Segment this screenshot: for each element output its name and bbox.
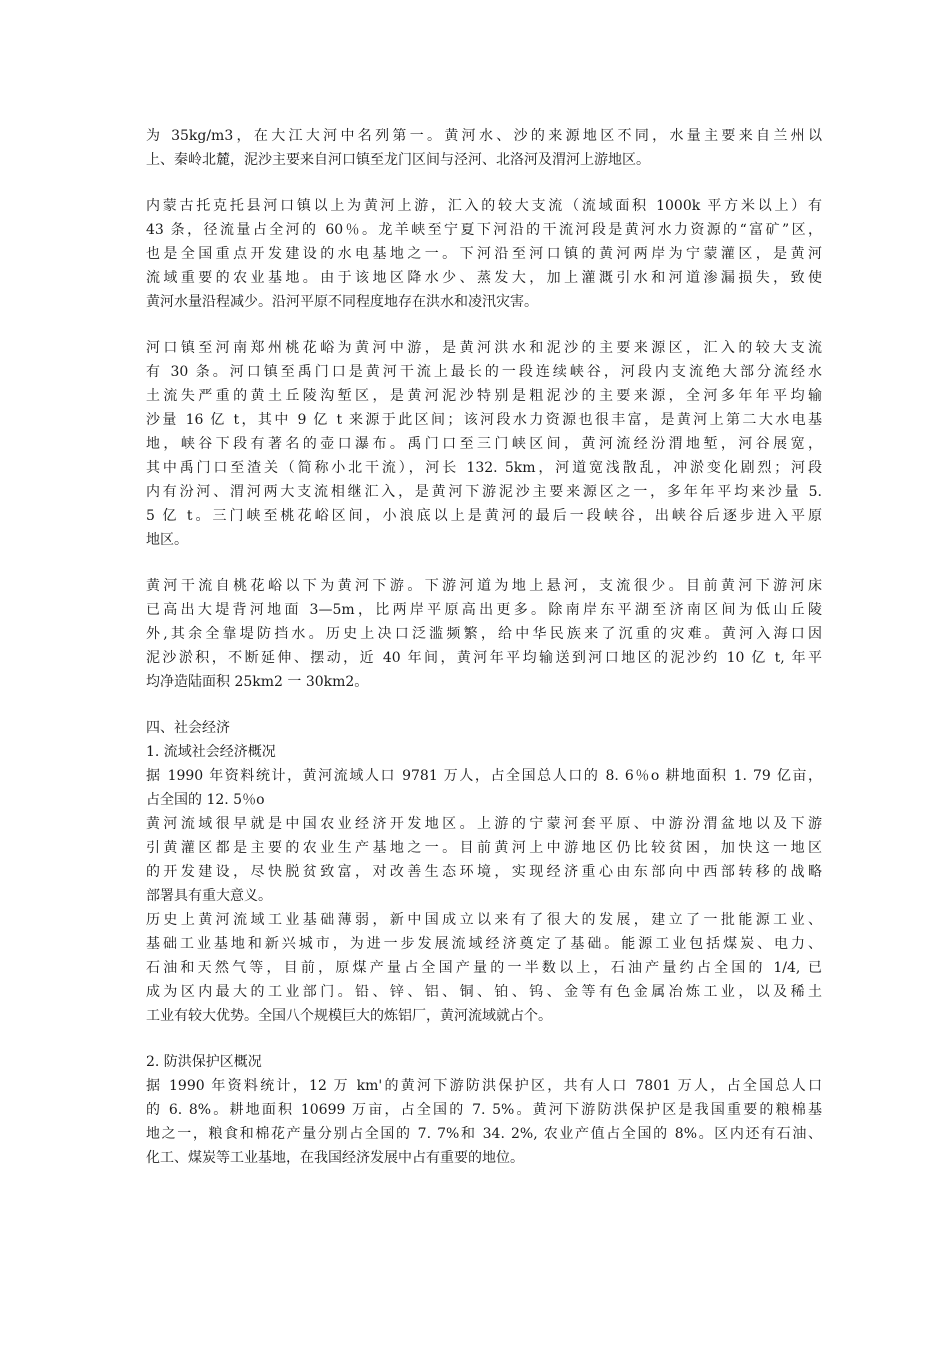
text-line: 石油和天然气等，目前，原煤产量占全国产量的一半数以上，石油产量约占全国的 1/4, 已	[146, 960, 822, 976]
text-line: 据 1990 年资料统计，黄河流域人口 9781 万人，占全国总人口的 8. 6％o 耕地面积 1. 79 亿亩，	[146, 768, 822, 784]
text-line: 外,其余全靠堤防挡水。历史上决口泛滥频繁，给中华民族来了沉重的灾难。黄河入海口因	[146, 626, 822, 642]
paragraph-gap	[146, 314, 822, 336]
text-line: 地之一，粮食和棉花产量分别占全国的 7. 7%和 34. 2%, 农业产值占全国的 8%。区内还有石油、	[146, 1126, 822, 1142]
text-line: 均净造陆面积 25km2 一 30km2。	[146, 674, 369, 690]
text-line: 内蒙古托克托县河口镇以上为黄河上游，汇入的较大支流（流域面积 1000k 平方米以上）有	[146, 198, 822, 214]
text-line: 的开发建设，尽快脱贫致富，对改善生态环境，实现经济重心由东部向中西部转移的战略	[146, 864, 822, 880]
text-line: 成为区内最大的工业部门。铅、锌、铝、铜、铂、钨、金等有色金属冶炼工业，以及稀土	[146, 984, 822, 1000]
paragraph-middle-reaches	[146, 336, 822, 552]
text-line: 化工、煤炭等工业基地，在我国经济发展中占有重要的地位。	[146, 1150, 524, 1166]
text-line: 基础工业基地和新兴城市，为进一步发展流域经济奠定了基础。能源工业包括煤炭、电力、	[146, 936, 822, 952]
text-line: 引黄灌区都是主要的农业生产基地之一。目前黄河上中游地区仍比较贫困，加快这一地区	[146, 840, 822, 856]
text-line: 河口镇至河南郑州桃花峪为黄河中游，是黄河洪水和泥沙的主要来源区，汇入的较大支流	[146, 340, 822, 356]
text-line: 据 1990 年资料统计，12 万 km'的黄河下游防洪保护区，共有人口 7801 万人，占全国总人口	[146, 1078, 822, 1094]
text-line: 土流失严重的黄土丘陵沟堑区，是黄河泥沙特别是粗泥沙的主要来源，全河多年年平均输	[146, 388, 822, 404]
text-line: 内有汾河、渭河两大支流相继汇入，是黄河下游泥沙主要来源区之一，多年年平均来沙量 5.	[146, 484, 822, 500]
subsection-heading: 2. 防洪保护区概况	[146, 1054, 262, 1070]
section-social-economy	[146, 716, 822, 1028]
text-line: 也是全国重点开发建设的水电基地之一。下河沿至河口镇的黄河两岸为宁蒙灌区，是黄河	[146, 246, 822, 262]
text-line: 工业有较大优势。全国八个规模巨大的炼铝厂，黄河流域就占个。	[146, 1008, 552, 1024]
paragraph-sediment-sources	[146, 124, 822, 172]
text-line: 地，峡谷下段有著名的壶口瀑布。禹门口至三门峡区间，黄河流经汾渭地堑，河谷展宽，	[146, 436, 822, 452]
text-line: 流域重要的农业基地。由于该地区降水少、蒸发大，加上灌溉引水和河道渗漏损失，致使	[146, 270, 822, 286]
subsection-heading: 1. 流域社会经济概况	[146, 744, 276, 760]
paragraph-gap	[146, 172, 822, 194]
paragraph-gap	[146, 694, 822, 716]
document-page	[146, 124, 822, 1170]
section-heading: 四、社会经济	[146, 720, 230, 736]
paragraph-upper-reaches	[146, 194, 822, 314]
text-line: 黄河流域很早就是中国农业经济开发地区。上游的宁蒙河套平原、中游汾渭盆地以及下游	[146, 816, 822, 832]
text-line: 沙量 16 亿 t，其中 9 亿 t 来源于此区间；该河段水力资源也很丰富，是黄河上第二大水电基	[146, 412, 822, 428]
text-line: 已高出大堤背河地面 3—5m，比两岸平原高出更多。除南岸东平湖至济南区间为低山丘陵	[146, 602, 822, 618]
text-line: 黄河水量沿程减少。沿河平原不同程度地存在洪水和凌汛灾害。	[146, 294, 538, 310]
text-line: 部署具有重大意义。	[146, 888, 272, 904]
text-line: 为 35kg/m3，在大江大河中名列第一。黄河水、沙的来源地区不同，水量主要来自兰州以	[146, 128, 822, 144]
paragraph-lower-reaches	[146, 574, 822, 694]
text-line: 43 条，径流量占全河的 60％。龙羊峡至宁夏下河沿的干流河段是黄河水力资源的“富矿”区，	[146, 222, 822, 238]
text-line: 占全国的 12. 5％o	[146, 792, 265, 808]
section-flood-protection	[146, 1050, 822, 1170]
text-line: 上、秦岭北麓，泥沙主要来自河口镇至龙门区间与泾河、北洛河及渭河上游地区。	[146, 152, 650, 168]
text-line: 其中禹门口至渣关（简称小北干流），河长 132. 5km，河道宽浅散乱，冲淤变化剧烈；河段	[146, 460, 822, 476]
text-line: 泥沙淤积，不断延伸、摆动，近 40 年间，黄河年平均输送到河口地区的泥沙约 10 亿 t, 年平	[146, 650, 822, 666]
text-line: 地区。	[146, 532, 188, 548]
text-line: 有 30 条。河口镇至禹门口是黄河干流上最长的一段连续峡谷，河段内支流绝大部分流经水	[146, 364, 822, 380]
paragraph-gap	[146, 552, 822, 574]
text-line: 的 6. 8%。耕地面积 10699 万亩，占全国的 7. 5%。黄河下游防洪保护区是我国重要的粮棉基	[146, 1102, 822, 1118]
text-line: 黄河干流自桃花峪以下为黄河下游。下游河道为地上悬河，支流很少。目前黄河下游河床	[146, 578, 822, 594]
paragraph-gap	[146, 1028, 822, 1050]
text-line: 5 亿 t。三门峡至桃花峪区间，小浪底以上是黄河的最后一段峡谷，出峡谷后逐步进入平原	[146, 508, 822, 524]
text-line: 历史上黄河流域工业基础薄弱，新中国成立以来有了很大的发展，建立了一批能源工业、	[146, 912, 822, 928]
